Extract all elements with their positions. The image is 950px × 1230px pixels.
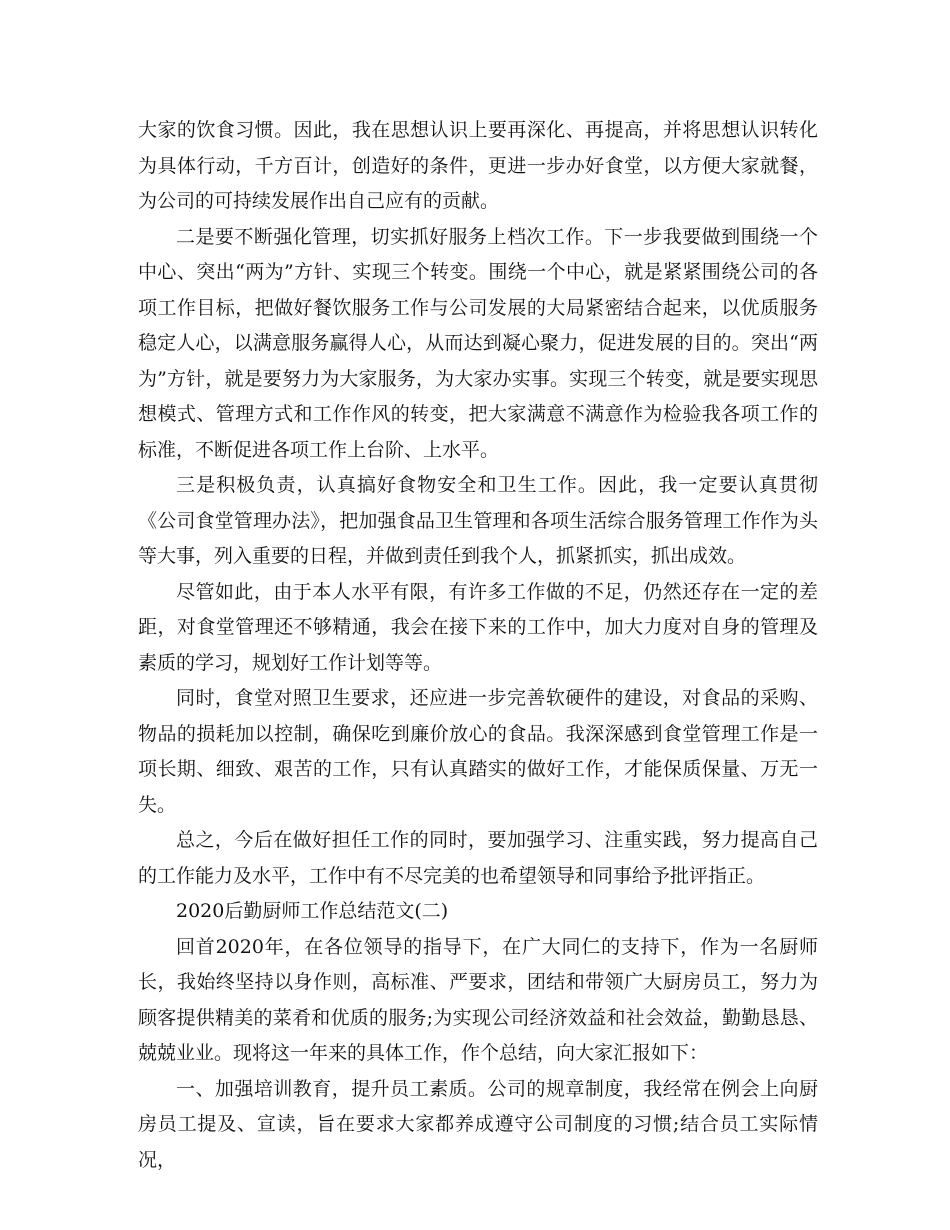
paragraph-continuation: 大家的饮食习惯。因此，我在思想认识上要再深化、再提高，并将思想认识转化为具体行动，千方百计，创造好的条件，更进一步办好食堂，以方便大家就餐，为公司的可持续发展作出自己应有的贡献。: [138, 119, 818, 212]
paragraph-food-safety: 三是积极负责，认真搞好食物安全和卫生工作。因此，我一定要认真贯彻《公司食堂管理办法》，把加强食品卫生管理和各项生活综合服务管理工作作为头等大事，列入重要的日程，并做到责任到我个人，抓紧抓实，抓出成效。: [138, 474, 818, 567]
section-heading: 2020后勤厨师工作总结范文(二): [176, 900, 449, 922]
paragraph-training: 一、加强培训教育，提升员工素质。公司的规章制度，我经常在例会上向厨房员工提及、宣读，旨在要求大家都养成遵守公司制度的习惯;结合员工实际情况，: [138, 1077, 818, 1171]
paragraph-review: 回首2020年，在各位领导的指导下，在广大同仁的支持下，作为一名厨师长，我始终坚持以身作则，高标准、严要求，团结和带领广大厨房员工，努力为顾客提供精美的菜肴和优质的服务;为实现公司经济效益和社会效益，勤勤恳恳、兢兢业业。现将这一年来的具体工作，作个总结，向大家汇报如下：: [138, 935, 818, 1064]
document-body: [138, 113, 818, 1178]
paragraph-hygiene: 同时，食堂对照卫生要求，还应进一步完善软硬件的建设，对食品的采购、物品的损耗加以控制，确保吃到廉价放心的食品。我深深感到食堂管理工作是一项长期、细致、艰苦的工作，只有认真踏实的做好工作，才能保质保量、万无一失。: [138, 687, 818, 816]
paragraph-management: 二是要不断强化管理，切实抓好服务上档次工作。下一步我要做到围绕一个中心、突出“两为”方针、实现三个转变。围绕一个中心，就是紧紧围绕公司的各项工作目标，把做好餐饮服务工作与公司发展的大局紧密结合起来，以优质服务稳定人心，以满意服务赢得人心，从而达到凝心聚力，促进发展的目的。突出“两为”方针，就是要努力为大家服务，为大家办实事。实现三个转变，就是要实现思想模式、管理方式和工作作风的转变，把大家满意不满意作为检验我各项工作的标准，不断促进各项工作上台阶、上水平。: [138, 225, 818, 461]
paragraph-shortcomings: 尽管如此，由于本人水平有限，有许多工作做的不足，仍然还存在一定的差距，对食堂管理还不够精通，我会在接下来的工作中，加大力度对自身的管理及素质的学习，规划好工作计划等等。: [138, 580, 818, 674]
paragraph-conclusion: 总之，今后在做好担任工作的同时，要加强学习、注重实践，努力提高自己的工作能力及水平，工作中有不尽完美的也希望领导和同事给予批评指正。: [138, 829, 818, 887]
